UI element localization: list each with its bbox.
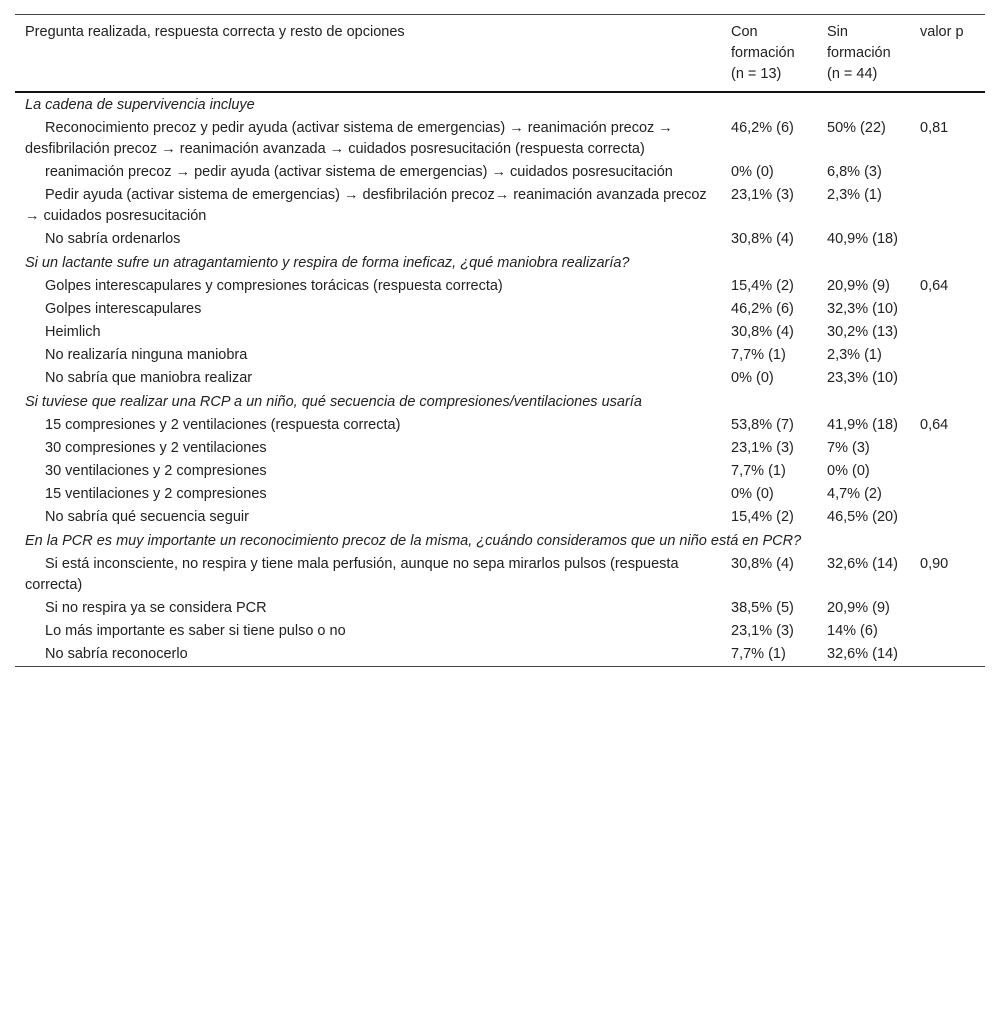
option-row [15,620,985,643]
option-p-value [910,321,985,344]
option-with-training: 23,1% (3) [731,440,794,456]
header-row [15,15,985,93]
option-without-training: 30,2% (13) [827,324,898,340]
option-p-value: 0,90 [920,556,949,572]
option-text: No sabría que maniobra realizar [45,370,253,386]
option-with-training: 7,7% (1) [731,646,786,662]
option-without-training: 23,3% (10) [827,370,898,386]
option-text: reanimación precoz → pedir ayuda (activar sistema de emergencias) → cuidados posresucitación [45,164,673,180]
question-text: En la PCR es muy importante un reconocimiento precoz de la misma, ¿cuándo consideramos que un niño está en PCR? [25,533,802,549]
option-p-value [910,298,985,321]
option-text: No sabría qué secuencia seguir [45,509,249,525]
option-with-training: 15,4% (2) [731,278,794,294]
option-without-training: 2,3% (1) [827,347,882,363]
option-text: Si está inconsciente, no respira y tiene mala perfusión, aunque no sepa mirarlos pulsos (respuesta correcta) [25,556,679,593]
results-table-container [15,14,985,667]
option-with-training: 23,1% (3) [731,187,794,203]
option-p-value [910,620,985,643]
option-text: Reconocimiento precoz y pedir ayuda (activar sistema de emergencias) → reanimación precoz → desfibrilación precoz → reanimación avanzada → cuidados posresucitación (respuesta correcta) [25,120,673,157]
header-question: Pregunta realizada, respuesta correcta y resto de opciones [25,24,405,40]
option-row [15,321,985,344]
option-with-training: 7,7% (1) [731,347,786,363]
question-row [15,390,985,414]
option-p-value [910,643,985,667]
table-header [15,15,985,93]
option-p-value: 0,64 [920,278,949,294]
header-with-training: Con formación (n = 13) [731,24,795,82]
option-with-training: 30,8% (4) [731,324,794,340]
option-text: Lo más importante es saber si tiene pulso o no [45,623,346,639]
option-text: Golpes interescapulares y compresiones torácicas (respuesta correcta) [45,278,503,294]
option-text: No realizaría ninguna maniobra [45,347,248,363]
option-row [15,275,985,298]
option-row [15,184,985,228]
option-without-training: 7% (3) [827,440,870,456]
option-p-value [910,483,985,506]
option-with-training: 46,2% (6) [731,301,794,317]
option-text: Golpes interescapulares [45,301,202,317]
option-without-training: 32,6% (14) [827,556,898,572]
option-with-training: 38,5% (5) [731,600,794,616]
option-row [15,460,985,483]
option-without-training: 2,3% (1) [827,187,882,203]
option-without-training: 50% (22) [827,120,886,136]
option-with-training: 7,7% (1) [731,463,786,479]
option-without-training: 32,6% (14) [827,646,898,662]
option-without-training: 40,9% (18) [827,231,898,247]
option-p-value [910,228,985,251]
option-without-training: 4,7% (2) [827,486,882,502]
option-row [15,553,985,597]
option-without-training: 46,5% (20) [827,509,898,525]
option-with-training: 53,8% (7) [731,417,794,433]
option-without-training: 20,9% (9) [827,600,890,616]
option-text: 15 compresiones y 2 ventilaciones (respuesta correcta) [45,417,401,433]
option-row [15,483,985,506]
question-row [15,529,985,553]
option-p-value [910,367,985,390]
question-text: Si tuviese que realizar una RCP a un niño, qué secuencia de compresiones/ventilaciones usaría [25,394,642,410]
option-row [15,298,985,321]
question-text: Si un lactante sufre un atragantamiento y respira de forma ineficaz, ¿qué maniobra realizaría? [25,255,630,271]
option-p-value [910,460,985,483]
option-with-training: 15,4% (2) [731,509,794,525]
option-row [15,228,985,251]
option-without-training: 20,9% (9) [827,278,890,294]
option-p-value [910,506,985,529]
option-text: 30 ventilaciones y 2 compresiones [45,463,267,479]
option-with-training: 0% (0) [731,370,774,386]
option-p-value [910,597,985,620]
option-text: Heimlich [45,324,101,340]
option-with-training: 46,2% (6) [731,120,794,136]
option-text: No sabría ordenarlos [45,231,181,247]
results-table [15,14,985,667]
option-row [15,117,985,161]
option-with-training: 0% (0) [731,164,774,180]
option-with-training: 30,8% (4) [731,231,794,247]
option-row [15,597,985,620]
option-text: No sabría reconocerlo [45,646,188,662]
option-row [15,437,985,460]
option-without-training: 6,8% (3) [827,164,882,180]
option-text: 15 ventilaciones y 2 compresiones [45,486,267,502]
option-p-value [910,161,985,184]
option-with-training: 0% (0) [731,486,774,502]
option-p-value: 0,81 [920,120,949,136]
option-without-training: 14% (6) [827,623,878,639]
option-p-value: 0,64 [920,417,949,433]
option-row [15,161,985,184]
option-row [15,506,985,529]
option-text: 30 compresiones y 2 ventilaciones [45,440,267,456]
option-with-training: 23,1% (3) [731,623,794,639]
option-without-training: 41,9% (18) [827,417,898,433]
option-text: Si no respira ya se considera PCR [45,600,267,616]
option-p-value [910,437,985,460]
option-row [15,414,985,437]
option-with-training: 30,8% (4) [731,556,794,572]
option-p-value [910,344,985,367]
option-row [15,643,985,667]
option-row [15,344,985,367]
header-p-value: valor p [920,24,964,40]
option-without-training: 0% (0) [827,463,870,479]
option-without-training: 32,3% (10) [827,301,898,317]
option-row [15,367,985,390]
question-row [15,92,985,117]
header-without-training: Sin formación (n = 44) [827,24,891,82]
question-text: La cadena de supervivencia incluye [25,97,255,113]
option-text: Pedir ayuda (activar sistema de emergencias) → desfibrilación precoz→ reanimación avanzada precoz → cuidados posresucitación [25,187,707,224]
question-row [15,251,985,275]
table-body [15,92,985,667]
option-p-value [910,184,985,228]
